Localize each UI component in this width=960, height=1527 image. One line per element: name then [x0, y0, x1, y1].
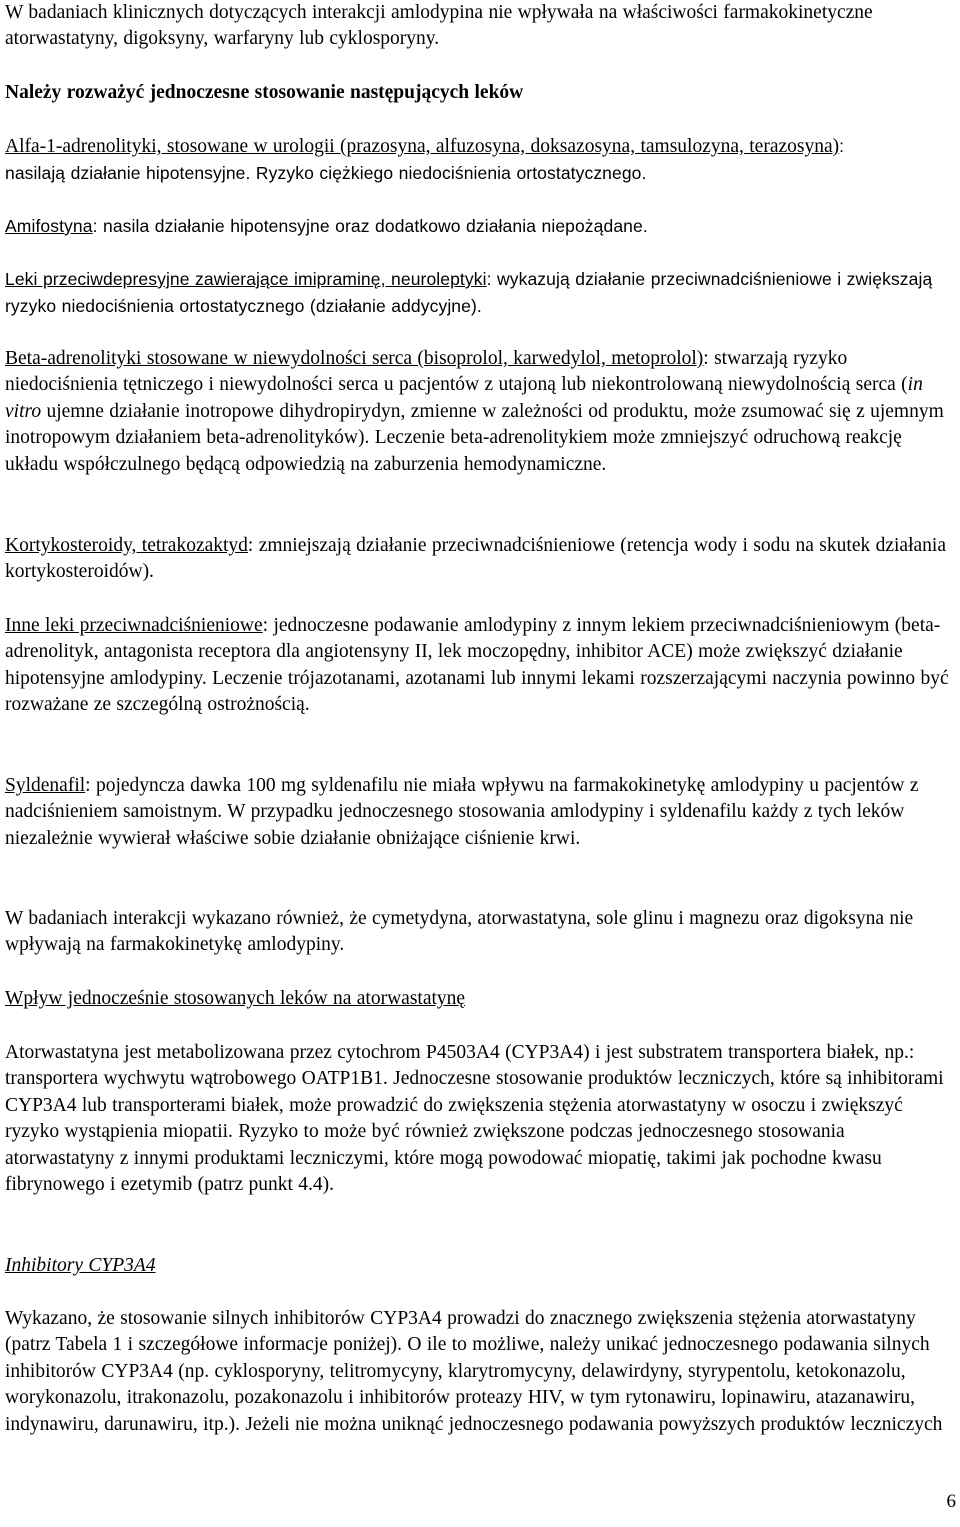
- paragraph-text: Wykazano, że stosowanie silnych inhibitorów CYP3A4 prowadzi do znacznego zwiększenia stężenia atorwastatyny (patrz Tabela 1 i szczegółowe informacje poniżej). O ile to możliwe, należy unikać jednoczesnego podawania silnych inhibitorów CYP3A4 (np. cyklosporyny, telitromycyny, klarytromycyny, delawirdyny, styrypentolu, ketokonazolu, worykonazolu, itrakonazolu, pozakonazolu i inhibitorów proteazy HIV, w tym rytonawiru, lopinawiru, atazanawiru, indynawiru, darunawiru, itp.). Jeżeli nie można uniknąć jednoczesnego podawania powyższych produktów leczniczych: [5, 1308, 943, 1435]
- paragraph-beta-blockers: [5, 346, 955, 478]
- paragraph-text: : pojedyncza dawka 100 mg syldenafilu nie miała wpływu na farmakokinetykę amlodypiny u pacjentów z nadciśnieniem samoistnym. W przypadku jednoczesnego stosowania amlodypiny i syldenafilu każdy z tych leków niezależnie wywierał właściwe sobie działanie obniżające ciśnienie krwi.: [5, 775, 919, 849]
- term-alpha-blockers: Alfa-1-adrenolityki, stosowane w urologii (prazosyna, alfuzosyna, doksazosyna, tamsulozyna, terazosyna): [5, 136, 840, 157]
- paragraph-text: : stwarzają ryzyko niedociśnienia tętniczego i niewydolności serca u pacjentów z utajoną lub niekontrolowaną niewydolnością serca (: [5, 348, 908, 396]
- term-antidepressants: Leki przeciwdepresyjne zawierające imipraminę, neuroleptyki: [5, 269, 487, 289]
- heading-text: Wpływ jednocześnie stosowanych leków na atorwastatynę: [5, 988, 466, 1009]
- heading-text: Należy rozważyć jednoczesne stosowanie następujących leków: [5, 82, 524, 103]
- paragraph-amifostine: [5, 213, 955, 240]
- paragraph-text: ujemne działanie inotropowe dihydropirydyn, zmienne w zależności od produktu, może zsumować się z ujemnym inotropowym działaniem beta-adrenolityków). Leczenie beta-adrenolitykiem może zmniejszyć odruchową reakcję układu współczulnego będącą odpowiedzią na zaburzenia hemodynamiczne.: [5, 400, 944, 475]
- term-other-antihypertensives: Inne leki przeciwnadciśnieniowe: [5, 615, 263, 636]
- paragraph-clinical-interactions: [5, 0, 955, 53]
- term-beta-blockers: Beta-adrenolityki stosowane w niewydolności serca (bisoprolol, karwedylol, metoprolol): [5, 348, 704, 369]
- paragraph-text: : zmniejszają działanie przeciwnadciśnieniowe (retencja wody i sodu na skutek działania kortykosteroidów).: [5, 535, 946, 583]
- paragraph-text: : jednoczesne podawanie amlodypiny z innym lekiem przeciwnadciśnieniowym (beta-adrenolityk, antagonista receptora dla angiotensyny II, lek moczopędny, inhibitor ACE) może zwiększyć działanie hipotensyjne amlodypiny. Leczenie trójazotanami, azotanami lub innymi lekami rozszerzającymi naczynia powinno być rozważane ze szczególną ostrożnością.: [5, 615, 949, 716]
- paragraph-other-antihypertensives: [5, 613, 955, 719]
- section-heading-consider: [5, 80, 955, 106]
- term-sildenafil: Syldenafil: [5, 775, 86, 796]
- paragraph-text: W badaniach interakcji wykazano również, że cymetydyna, atorwastatyna, sole glinu i magnezu oraz digoksyna nie wpływają na farmakokinetykę amlodypiny.: [5, 908, 914, 956]
- paragraph-cyp3a4-inhibitors: [5, 1306, 955, 1438]
- paragraph-antidepressants: [5, 266, 955, 321]
- paragraph-sildenafil: [5, 773, 955, 852]
- term-amifostine: Amifostyna: [5, 216, 93, 236]
- paragraph-atorvastatin-metabolism: [5, 1040, 955, 1198]
- section-heading-cyp3a4-inhibitors: [5, 1253, 955, 1279]
- paragraph-alpha-blockers: [5, 133, 895, 188]
- paragraph-corticosteroids: [5, 533, 955, 586]
- heading-text: Inhibitory CYP3A4: [5, 1255, 156, 1276]
- paragraph-text: : nasila działanie hipotensyjne oraz dodatkowo działania niepożądane.: [92, 216, 648, 236]
- section-heading-atorvastatin: [5, 986, 955, 1012]
- italic-text: in vitro: [5, 374, 923, 422]
- paragraph-text: Atorwastatyna jest metabolizowana przez cytochrom P4503A4 (CYP3A4) i jest substratem transportera białek, np.: transportera wychwytu wątrobowego OATP1B1. Jednoczesne stosowanie produktów leczniczych, które są inhibitorami CYP3A4 lub transporterami białek, może prowadzić do zwiększenia stężenia atorwastatyny w osoczu i zwiększyć ryzyko wystąpienia miopatii. Ryzyko to może być również zwiększone podczas jednoczesnego stosowania atorwastatyny z innymi produktami leczniczymi, które mogą powodować miopatię, takimi jak pochodne kwasu fibrynowego i ezetymib (patrz punkt 4.4).: [5, 1042, 944, 1196]
- term-corticosteroids: Kortykosteroidy, tetrakozaktyd: [5, 535, 248, 556]
- page-number: 6: [946, 1491, 956, 1512]
- paragraph-text: : nasilają działanie hipotensyjne. Ryzyko ciężkiego niedociśnienia ortostatycznego.: [5, 136, 845, 184]
- paragraph-text: W badaniach klinicznych dotyczących interakcji amlodypina nie wpływała na właściwości farmakokinetyczne atorwastatyny, digoksyny, warfaryny lub cyklosporyny.: [5, 2, 873, 50]
- paragraph-text: : wykazują działanie przeciwnadciśnieniowe i zwiększają ryzyko niedociśnienia ortostatycznego (działanie addycyjne).: [5, 269, 933, 317]
- paragraph-interaction-studies: [5, 906, 955, 959]
